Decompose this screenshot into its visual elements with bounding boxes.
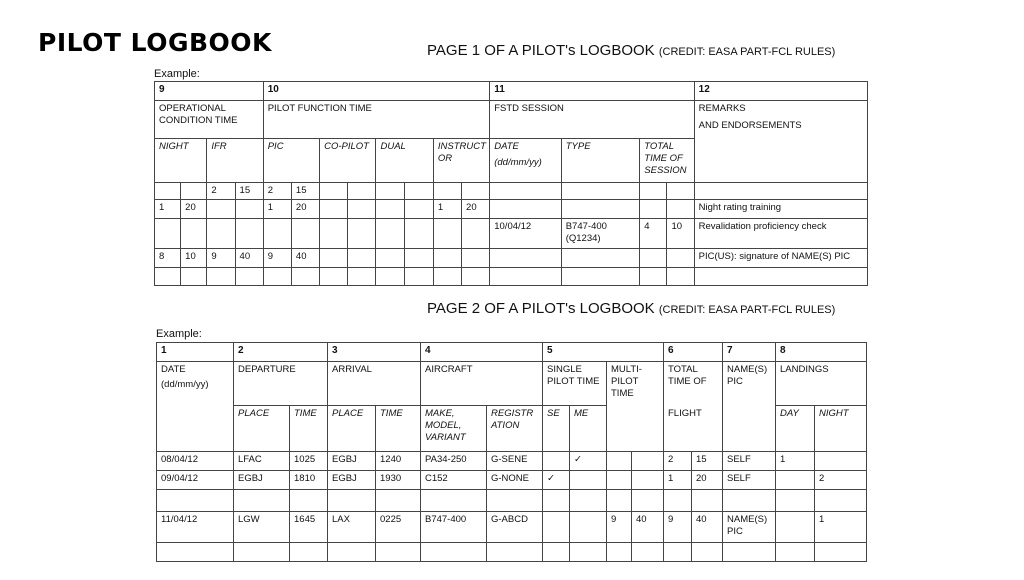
table-cell: 20	[462, 200, 490, 219]
table-cell: 15	[291, 183, 319, 200]
sub-multi-engine: ME	[570, 406, 607, 452]
col-number-7: 7	[723, 343, 776, 362]
table-cell	[694, 183, 867, 200]
sub-departure-place: PLACE	[234, 406, 290, 452]
table-cell	[376, 249, 404, 268]
table-cell: 15	[692, 452, 723, 471]
table-cell	[561, 200, 640, 219]
page2-caption	[427, 300, 835, 317]
table-cell	[290, 543, 328, 562]
header-pilot-function-time: PILOT FUNCTION TIME	[263, 101, 490, 139]
table-cell	[348, 268, 376, 286]
table-cell	[290, 490, 328, 512]
table-row	[157, 490, 867, 512]
table-cell	[421, 543, 487, 562]
col-number-1: 1	[157, 343, 234, 362]
table-cell	[462, 249, 490, 268]
table-cell	[543, 543, 570, 562]
table-cell: 20	[291, 200, 319, 219]
table-cell	[376, 183, 404, 200]
table-cell	[376, 219, 404, 249]
table-cell	[320, 268, 348, 286]
sub-copilot: CO-PILOT	[320, 139, 376, 183]
table-row	[157, 543, 867, 562]
table-cell: G-NONE	[487, 471, 543, 490]
header-fstd-session: FSTD SESSION	[490, 101, 694, 139]
sub-landings-night: NIGHT	[815, 406, 867, 452]
header-total-time-label: TOTAL TIME OF	[668, 364, 707, 387]
table-cell	[694, 268, 867, 286]
table-cell	[291, 268, 319, 286]
table-cell: 9	[664, 512, 692, 543]
table-cell: 09/04/12	[157, 471, 234, 490]
table-cell	[640, 200, 667, 219]
table-cell: EGBJ	[328, 452, 376, 471]
table-cell: 10	[181, 249, 207, 268]
table-cell	[607, 471, 632, 490]
table-cell	[570, 471, 607, 490]
table-cell	[320, 249, 348, 268]
table-cell: 1	[815, 512, 867, 543]
sub-registration: REGISTR ATION	[487, 406, 543, 452]
table-cell	[155, 219, 181, 249]
table-cell	[607, 490, 632, 512]
table-cell	[815, 490, 867, 512]
table-cell	[561, 183, 640, 200]
sub-type: TYPE	[561, 139, 640, 183]
page1-column-number-row	[155, 82, 868, 101]
table-cell: 8	[155, 249, 181, 268]
table-cell	[328, 490, 376, 512]
table-cell: 9	[607, 512, 632, 543]
table-cell	[462, 183, 490, 200]
table-cell	[490, 200, 561, 219]
table-cell	[632, 543, 664, 562]
table-cell	[723, 543, 776, 562]
table-cell	[348, 249, 376, 268]
table-cell	[376, 268, 404, 286]
table-cell	[376, 543, 421, 562]
table-cell	[570, 543, 607, 562]
col-number-12: 12	[694, 82, 867, 101]
table-cell: 1	[155, 200, 181, 219]
col-number-5: 5	[543, 343, 664, 362]
header-operational-condition-time: OPERATIONAL CONDITION TIME	[155, 101, 264, 139]
table-cell: 40	[632, 512, 664, 543]
table-cell	[235, 219, 263, 249]
header-endorsements-label: AND ENDORSEMENTS	[698, 120, 802, 131]
page2-logbook-table	[156, 342, 867, 562]
table-cell	[723, 490, 776, 512]
table-cell	[462, 268, 490, 286]
page1-caption-main: PAGE 1 OF A PILOT's LOGBOOK	[427, 42, 655, 59]
table-cell	[640, 183, 667, 200]
page-title: PILOT LOGBOOK	[38, 28, 272, 57]
table-cell: G-ABCD	[487, 512, 543, 543]
table-cell	[570, 512, 607, 543]
table-cell	[433, 219, 461, 249]
table-cell: G-SENE	[487, 452, 543, 471]
table-cell	[667, 249, 694, 268]
table-cell: 2	[263, 183, 291, 200]
table-cell	[234, 543, 290, 562]
table-cell	[348, 219, 376, 249]
table-cell: 9	[207, 249, 235, 268]
table-cell	[776, 543, 815, 562]
table-cell	[462, 219, 490, 249]
table-cell	[157, 543, 234, 562]
table-cell: 08/04/12	[157, 452, 234, 471]
header-flight-label: FLIGHT	[668, 408, 702, 419]
table-cell: EGBJ	[328, 471, 376, 490]
table-cell	[815, 452, 867, 471]
table-row	[155, 268, 868, 286]
col-number-8: 8	[776, 343, 867, 362]
sub-night: NIGHT	[155, 139, 207, 183]
table-cell	[490, 249, 561, 268]
header-departure: DEPARTURE	[234, 362, 328, 406]
header-aircraft: AIRCRAFT	[421, 362, 543, 406]
page1-header-row	[155, 101, 868, 139]
table-cell	[155, 268, 181, 286]
table-cell	[433, 268, 461, 286]
table-cell	[607, 543, 632, 562]
table-cell: Night rating training	[694, 200, 867, 219]
table-cell	[632, 490, 664, 512]
header-remarks	[694, 101, 867, 183]
table-cell: 11/04/12	[157, 512, 234, 543]
table-cell: 1	[433, 200, 461, 219]
table-cell	[692, 490, 723, 512]
page1-caption	[427, 42, 835, 59]
table-cell: ✓	[543, 471, 570, 490]
table-cell: B747-400	[421, 512, 487, 543]
table-cell	[404, 249, 433, 268]
table-cell	[667, 183, 694, 200]
table-cell	[235, 268, 263, 286]
header-remarks-label: REMARKS	[698, 103, 746, 114]
table-cell	[181, 219, 207, 249]
page2-header-row	[157, 362, 867, 406]
sub-instructor: INSTRUCT OR	[433, 139, 489, 183]
table-cell	[348, 200, 376, 219]
table-cell: 40	[235, 249, 263, 268]
table-cell	[607, 452, 632, 471]
table-cell	[640, 249, 667, 268]
sub-dual: DUAL	[376, 139, 433, 183]
table-cell	[664, 490, 692, 512]
table-cell	[664, 543, 692, 562]
table-cell: 1	[776, 452, 815, 471]
table-cell	[181, 183, 207, 200]
table-cell: SELF	[723, 471, 776, 490]
page2-caption-main: PAGE 2 OF A PILOT's LOGBOOK	[427, 300, 655, 317]
table-cell: LGW	[234, 512, 290, 543]
table-cell	[404, 268, 433, 286]
header-single-pilot-time: SINGLE PILOT TIME	[543, 362, 607, 406]
table-cell: 40	[692, 512, 723, 543]
table-cell: 10/04/12	[490, 219, 561, 249]
sub-total-time-of-session: TOTAL TIME OF SESSION	[640, 139, 694, 183]
table-cell: 2	[664, 452, 692, 471]
table-cell: B747-400 (Q1234)	[561, 219, 640, 249]
table-cell: LAX	[328, 512, 376, 543]
table-cell: 20	[181, 200, 207, 219]
table-row	[155, 219, 868, 249]
table-cell: 4	[640, 219, 667, 249]
table-cell: 10	[667, 219, 694, 249]
table-cell	[404, 183, 433, 200]
sub-ifr: IFR	[207, 139, 263, 183]
page2-example-label: Example:	[156, 328, 202, 340]
table-cell: 40	[291, 249, 319, 268]
table-cell	[291, 219, 319, 249]
table-cell	[487, 490, 543, 512]
sub-arrival-place: PLACE	[328, 406, 376, 452]
table-cell	[632, 471, 664, 490]
table-cell	[263, 268, 291, 286]
header-total-time-of-flight	[664, 362, 723, 452]
table-cell: 1	[664, 471, 692, 490]
header-date	[157, 362, 234, 452]
table-cell	[376, 490, 421, 512]
table-row	[157, 471, 867, 490]
table-cell: 1645	[290, 512, 328, 543]
table-cell	[376, 200, 404, 219]
table-cell	[181, 268, 207, 286]
table-row	[157, 512, 867, 543]
table-cell	[561, 249, 640, 268]
col-number-9: 9	[155, 82, 264, 101]
col-number-2: 2	[234, 343, 328, 362]
table-cell	[421, 490, 487, 512]
table-cell	[543, 452, 570, 471]
page2-caption-credit: (CREDIT: EASA PART-FCL RULES)	[658, 304, 836, 316]
table-cell: 0225	[376, 512, 421, 543]
table-cell: 1930	[376, 471, 421, 490]
table-cell: 20	[692, 471, 723, 490]
table-cell: 9	[263, 249, 291, 268]
sub-date	[490, 139, 561, 183]
table-cell	[776, 512, 815, 543]
sub-date-format: (dd/mm/yy)	[494, 157, 542, 168]
table-cell: NAME(S) PIC	[723, 512, 776, 543]
table-cell: 2	[815, 471, 867, 490]
table-cell	[320, 219, 348, 249]
sub-date-label: DATE	[494, 141, 519, 152]
table-cell	[543, 512, 570, 543]
table-cell	[543, 490, 570, 512]
table-cell: 1025	[290, 452, 328, 471]
table-cell	[640, 268, 667, 286]
col-number-6: 6	[664, 343, 723, 362]
table-cell	[320, 183, 348, 200]
sub-landings-day: DAY	[776, 406, 815, 452]
table-cell	[667, 268, 694, 286]
table-cell	[348, 183, 376, 200]
sub-pic: PIC	[263, 139, 319, 183]
table-cell: PIC(US): signature of NAME(S) PIC	[694, 249, 867, 268]
table-cell	[157, 490, 234, 512]
page1-logbook-table	[154, 81, 868, 286]
table-cell	[570, 490, 607, 512]
table-cell	[207, 200, 235, 219]
table-cell	[776, 490, 815, 512]
table-cell	[487, 543, 543, 562]
table-cell: C152	[421, 471, 487, 490]
table-cell	[328, 543, 376, 562]
table-row	[155, 183, 868, 200]
col-number-3: 3	[328, 343, 421, 362]
table-cell	[632, 452, 664, 471]
table-cell: SELF	[723, 452, 776, 471]
table-cell	[320, 200, 348, 219]
table-cell: PA34-250	[421, 452, 487, 471]
header-arrival: ARRIVAL	[328, 362, 421, 406]
col-number-10: 10	[263, 82, 490, 101]
table-cell: Revalidation proficiency check	[694, 219, 867, 249]
page2-column-number-row	[157, 343, 867, 362]
table-cell: 1	[263, 200, 291, 219]
header-date-format: (dd/mm/yy)	[161, 379, 209, 390]
table-cell: 1240	[376, 452, 421, 471]
col-number-4: 4	[421, 343, 543, 362]
table-cell: EGBJ	[234, 471, 290, 490]
table-cell	[263, 219, 291, 249]
table-cell	[404, 219, 433, 249]
table-cell: 2	[207, 183, 235, 200]
table-cell	[490, 268, 561, 286]
table-cell	[490, 183, 561, 200]
sub-make-model-variant: MAKE, MODEL, VARIANT	[421, 406, 487, 452]
page1-example-label: Example:	[154, 68, 200, 80]
table-cell	[234, 490, 290, 512]
table-cell	[433, 183, 461, 200]
header-date-label: DATE	[161, 364, 186, 375]
table-row	[157, 452, 867, 471]
table-cell: 15	[235, 183, 263, 200]
table-cell	[155, 183, 181, 200]
table-cell: ✓	[570, 452, 607, 471]
sub-single-engine: SE	[543, 406, 570, 452]
table-cell	[667, 200, 694, 219]
table-cell	[433, 249, 461, 268]
table-row	[155, 200, 868, 219]
table-cell	[692, 543, 723, 562]
sub-departure-time: TIME	[290, 406, 328, 452]
table-cell: LFAC	[234, 452, 290, 471]
table-cell	[561, 268, 640, 286]
header-landings: LANDINGS	[776, 362, 867, 406]
page1-caption-credit: (CREDIT: EASA PART-FCL RULES)	[658, 46, 836, 58]
col-number-11: 11	[490, 82, 694, 101]
header-multi-pilot-time: MULTI- PILOT TIME	[607, 362, 664, 452]
sub-arrival-time: TIME	[376, 406, 421, 452]
table-cell: 1810	[290, 471, 328, 490]
table-cell	[404, 200, 433, 219]
table-row	[155, 249, 868, 268]
table-cell	[815, 543, 867, 562]
table-cell	[235, 200, 263, 219]
header-names-pic: NAME(S) PIC	[723, 362, 776, 452]
table-cell	[207, 268, 235, 286]
table-cell	[207, 219, 235, 249]
table-cell	[776, 471, 815, 490]
